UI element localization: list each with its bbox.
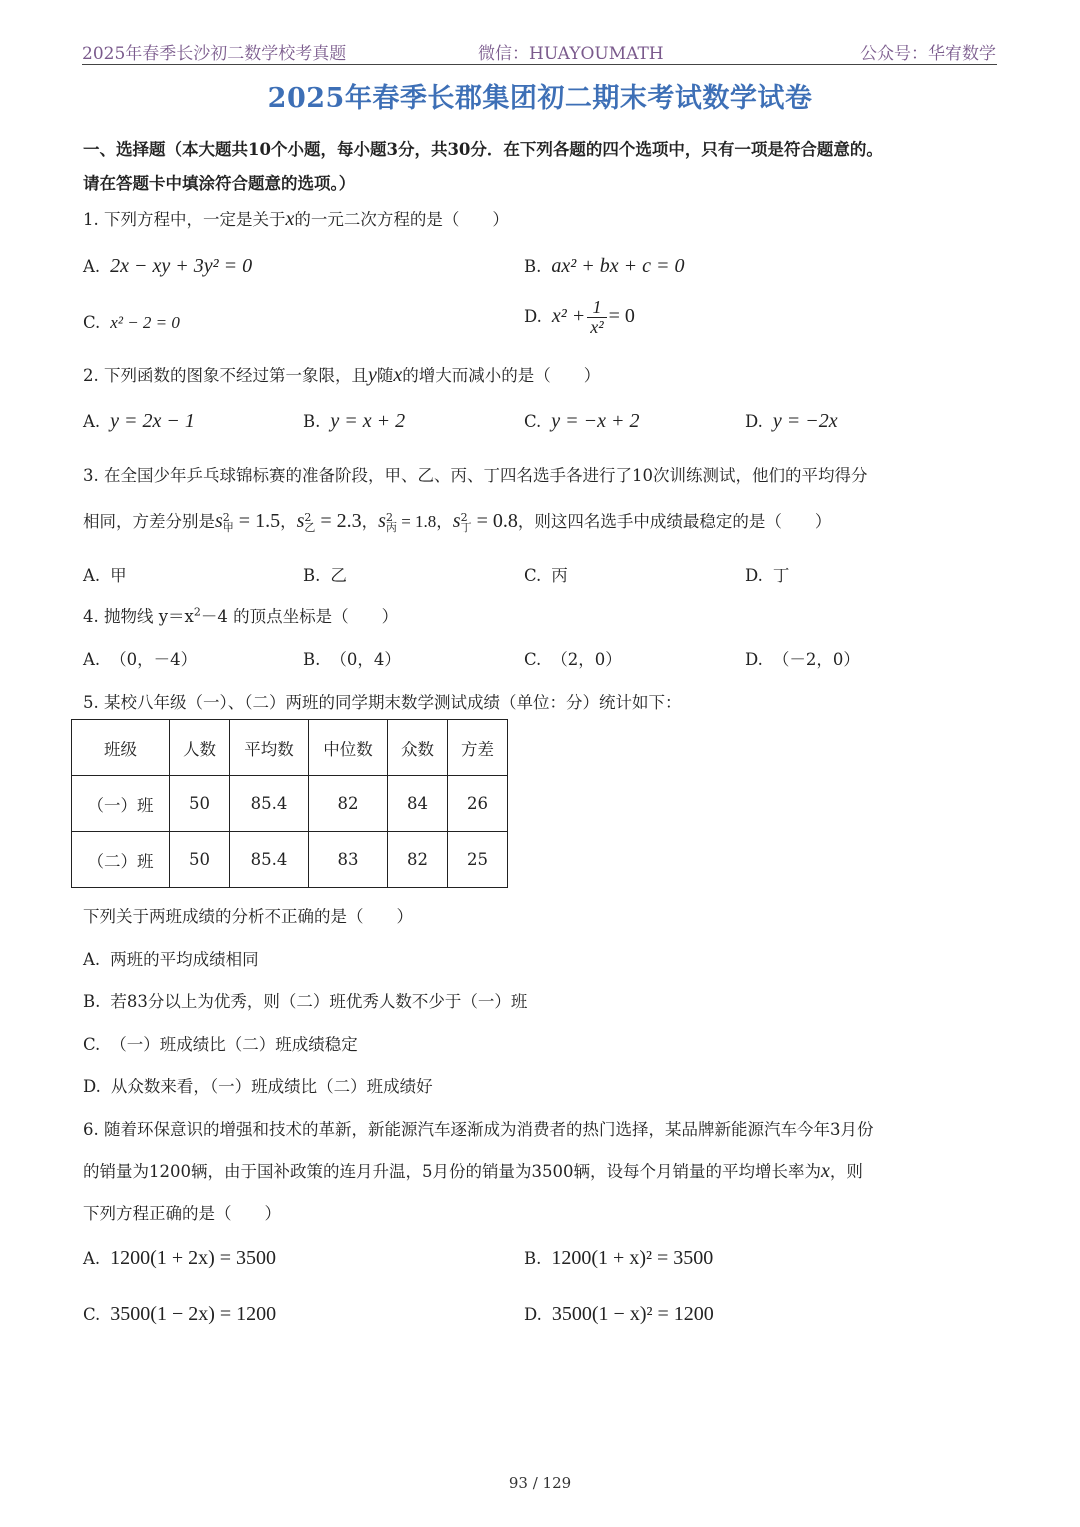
q3-option-b: B. 乙 (303, 566, 347, 585)
score-statistics-table (71, 719, 508, 888)
q5-option-d: D. 从众数来看，（一）班成绩比（二）班成绩好 (83, 1077, 433, 1096)
page-number: 93 / 129 (508, 1474, 572, 1492)
q2-stem: 2. 下列函数的图象不经过第一象限，且y随x的增大而减小的是（ ） (83, 364, 601, 386)
q4-option-d: D. （－2，0） (745, 650, 860, 669)
q3-option-c: C. 丙 (524, 566, 568, 585)
q6-stem-line3: 下列方程正确的是（ ） (83, 1204, 281, 1223)
q6-option-b: B. 1200(1 + x)² = 3500 (524, 1247, 714, 1269)
table-header-row: 班级 人数 平均数 中位数 众数 方差 (72, 720, 508, 776)
page-title: 2025年春季长郡集团初二期末考试数学试卷 (267, 83, 813, 114)
table-row: （一）班 50 85.4 82 84 26 (72, 776, 508, 832)
q5-option-c: C. （一）班成绩比（二）班成绩稳定 (83, 1035, 358, 1054)
q6-option-c: C. 3500(1 − 2x) = 1200 (83, 1303, 277, 1325)
header-left-text: 2025年春季长沙初二数学校考真题 (82, 44, 347, 64)
q2-option-a: A. y = 2x − 1 (83, 410, 195, 432)
q1-option-a: A. 2x − xy + 3y² = 0 (83, 255, 253, 277)
q4-option-a: A. （0，－4） (83, 650, 198, 669)
q5-question: 下列关于两班成绩的分析不正确的是（ ） (83, 907, 413, 926)
q5-option-b: B. 若83分以上为优秀，则（二）班优秀人数不少于（一）班 (83, 992, 528, 1011)
q3-option-d: D. 丁 (745, 566, 790, 585)
section-heading-line1: 一、选择题（本大题共10个小题，每小题3分，共30分．在下列各题的四个选项中，只有一项是符合题意的。 (83, 140, 883, 159)
table-row: （二）班 50 85.4 83 82 25 (72, 832, 508, 888)
q5-option-a: A. 两班的平均成绩相同 (83, 950, 259, 969)
q2-option-b: B. y = x + 2 (303, 410, 406, 432)
q2-option-c: C. y = −x + 2 (524, 410, 640, 432)
q1-option-c: C. x² − 2 = 0 (83, 313, 180, 332)
q4-stem: 4. 抛物线 $y=x^2-4$ 的顶点坐标是（ ） (83, 605, 399, 626)
q4-option-c: C. （2，0） (524, 650, 622, 669)
q3-option-a: A. 甲 (83, 566, 127, 585)
q1-option-d: D. x² + $\frac{1}{\text{x²}}$ = 0 (524, 297, 635, 337)
q1-option-b: B. ax² + bx + c = 0 (524, 255, 685, 277)
fraction: $\frac{1}{\text{x²}}$ (587, 298, 606, 337)
q4-option-b: B. （0，4） (303, 650, 401, 669)
q3-stem-line1: 3. 在全国少年乒乓球锦标赛的准备阶段，甲、乙、丙、丁四名选手各进行了10次训练测试，他们的平均得分 (83, 466, 868, 485)
q6-option-d: D. 3500(1 − x)² = 1200 (524, 1303, 714, 1325)
q1-stem: 1. 下列方程中，一定是关于x的一元二次方程的是（ ） (83, 208, 509, 230)
q6-option-a: A. 1200(1 + 2x) = 3500 (83, 1247, 277, 1269)
q2-option-d: D. y = −2x (745, 410, 838, 432)
q3-stem-line2: 相同，方差分别是$s^2_甲 = 1.5$，$s^2_乙 = 2.3$，$s^2_丙 = 1.8$，$s^2_丁 = 0.8$，则这四名选手中成绩最稳定的是（ ） (83, 510, 832, 535)
header-account-text: 公众号：华宥数学 (860, 44, 996, 64)
q5-stem: 5. 某校八年级（一）、（二）两班的同学期末数学测试成绩（单位：分）统计如下： (83, 693, 682, 712)
q6-stem-line2: 的销量为1200辆，由于国补政策的连月升温，5月份的销量为3500辆，设每个月销量的平均增长率为x，则 (83, 1160, 863, 1182)
q6-stem-line1: 6. 随着环保意识的增强和技术的革新，新能源汽车逐渐成为消费者的热门选择，某品牌新能源汽车今年3月份 (83, 1120, 874, 1139)
header-wechat-text: 微信：HUAYOUMATH (478, 44, 664, 64)
header-divider (82, 64, 997, 65)
section-heading-line2: 请在答题卡中填涂符合题意的选项。） (83, 174, 356, 193)
